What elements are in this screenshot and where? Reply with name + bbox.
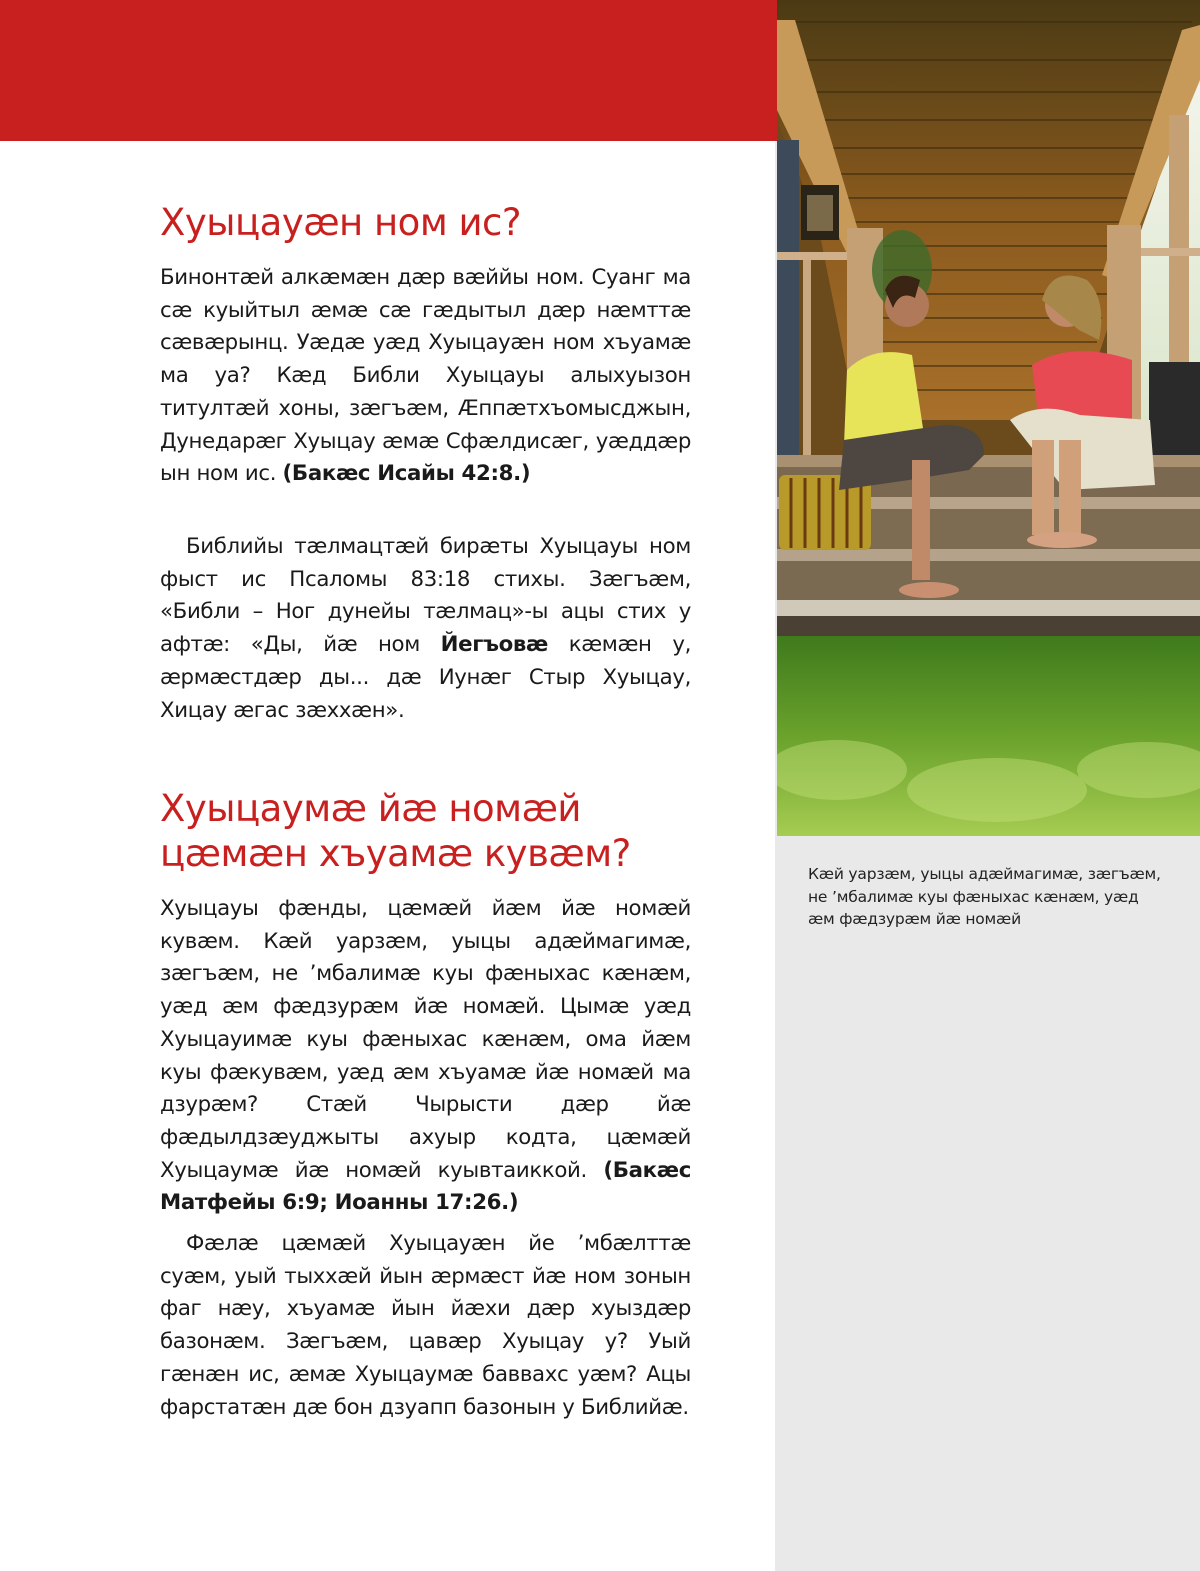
paragraph-text: Хуыцауы фæнды, цæмæй йæм йæ номæй кувæм. Кæй уарзæм, уыцы адæймагимæ, зæгъæм, не ’мбалимæ куы фæныхас кæнæм, уæд æм фæдзурæм йæ номæй. Цымæ уæд Хуыцауимæ куы фæныхас кæнæм, ома йæм куы фæкувæм, уæд æм хъуамæ йæ номæй ма дзурæм? Стæй Чырысти дæр йæ фæдылдзæуджыты ахуыр кодта, цæмæй Хуыцаумæ йæ номæй куывтаиккой.	[160, 896, 691, 1183]
section-heading-pray-by-name	[160, 786, 760, 876]
heading-line: Хуыцаумæ йæ номæй	[160, 787, 581, 830]
emphasized-name: Йегъовæ	[440, 632, 549, 658]
paragraph	[160, 893, 691, 1220]
scripture-reference: (Бакæс Исайы 42:8.)	[282, 461, 531, 487]
scripture-reference: (Бакæс Матфейы 6:9; Иоанны 17:26.)	[160, 1157, 691, 1216]
paragraph: Фæлæ цæмæй Хуыцауæн йе ’мбæлттæ суæм, уый тыххæй йын æрмæст йæ ном зонын фаг нæу, хъуамæ йын йæхи дæр хуыздæр базонæм. Зæгъæм, цавæр Хуыцау у? Уый гæнæн ис, æмæ Хуыцаумæ баввахс уæм? Ацы фарстатæн дæ бон дзуапп базонын у Библийæ.	[160, 1231, 691, 1420]
photo-caption: Кæй уарзæм, уыцы адæймагимæ, зæгъæм, не ’мбалимæ куы фæныхас кæнæм, уæд æм фæдзурæм йæ номæй	[808, 865, 1161, 928]
paragraph-text: кæмæн у, æрмæстдæр ды... дæ Иунæг Стыр Хуыцау, Хицау æгас зæххæн».	[160, 632, 691, 723]
paragraph-text: Бинонтæй алкæмæн дæр вæййы ном. Суанг ма сæ куыйтыл æмæ сæ гæдытыл дæр нæмттæ сæвæрынц. Уæдæ уæд Хуыцауæн ном хъуамæ ма уа? Кæд Библи Хуыцауы алыхуызон титултæй хоны, зæгъæм, Æппæтхъомысджын, Дунедарæг Хуыцау æмæ Сфæлдисæг, уæддæр ын ном ис.	[160, 265, 691, 487]
porch-conversation-photo	[777, 0, 1200, 836]
paragraph-text: Библийы тæлмацтæй бирæты Хуыцауы ном фыст ис Псаломы 83:18 стихы. Зæгъæм, «Библи – Ног дунейы тæлмац»-ы ацы стих у афтæ: «Ды, йæ ном	[160, 534, 691, 658]
section-heading-gods-name: Хуыцауæн ном ис?	[160, 201, 522, 244]
heading-line: цæмæн хъуамæ кувæм?	[160, 832, 631, 875]
photo-illustration	[777, 0, 1200, 836]
paragraph	[160, 531, 691, 727]
paragraph	[160, 262, 691, 491]
header-red-band	[0, 0, 777, 141]
